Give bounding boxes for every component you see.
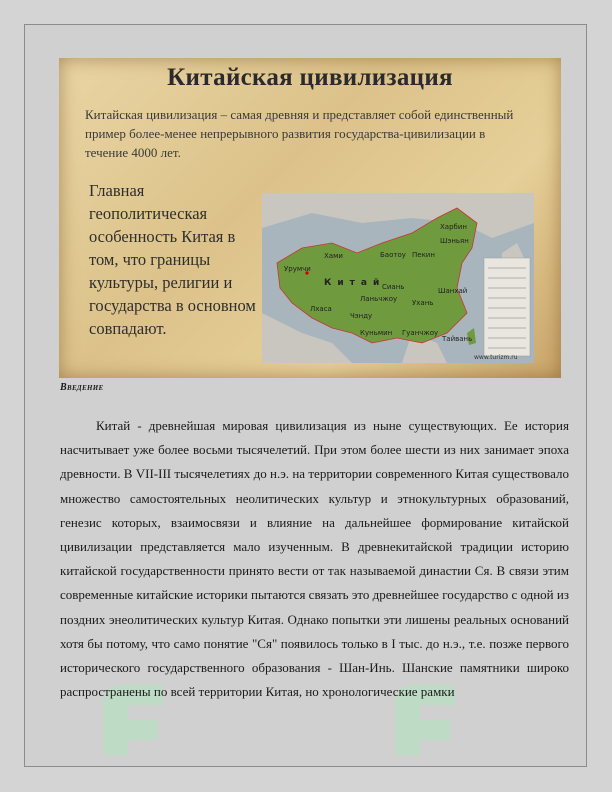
- slide-side-text: Главная геополитическая особенность Китая в том, что границы культуры, религии и государства в основном совпадают.: [89, 181, 256, 338]
- map-city-label: Ланьчжоу: [360, 295, 398, 303]
- map-city-label: Тайвань: [442, 335, 473, 343]
- document-page: [24, 24, 587, 767]
- map-url: www.turizm.ru: [474, 354, 518, 361]
- slide-subtitle: Китайская цивилизация – самая древняя и представляет собой единственный пример более-менее непрерывного развития государства-цивилизации в течение 4000 лет.: [85, 107, 514, 160]
- map-city-label: Ухань: [412, 299, 434, 307]
- map-city-label: Шанхай: [438, 287, 468, 295]
- map-country-label: Китай: [324, 278, 386, 288]
- map-city-label: Лхаса: [310, 305, 332, 313]
- map-city-label: Хами: [324, 252, 343, 260]
- map-city-label: Баотоу: [380, 251, 406, 259]
- china-map: [262, 193, 534, 363]
- map-city-label: Шэньян: [440, 237, 469, 245]
- slide-image: [59, 58, 561, 378]
- body-paragraph: Китай - древнейшая мировая цивилизация из ныне существующих. Ее история насчитывает уже более восьми тысячелетий. При этом более шести из них занимает эпоха древности. В VII-III тысячелетиях до н.э. на территории современного Китая существовало множество самостоятельных неолитических культур и этнокультурных образований, генезис которых, взаимосвязи и влияние на дальнейшее формирование китайской цивилизации представляется мало изученным. В древнекитайской традиции историю китайской государственности принято вести от так называемой династии Ся. В связи этим современные китайские историки пытаются связать это древнейшее государство с одной из поздних энеолитических культур Китая. Однако попытки эти лишены реальных оснований хотя бы потому, что само понятие "Ся" появилось только в I тыс. до н.э., т.е. позже первого исторического государственного образования - Шан-Инь. Шанские памятники широко распространены по всей территории Китая, но хронологические рамки: [60, 418, 569, 700]
- map-city-label: Пекин: [412, 251, 435, 259]
- map-city-label: Гуанчжоу: [402, 329, 439, 337]
- slide-title: Китайская цивилизация: [167, 64, 453, 91]
- map-city-label: Сиань: [382, 283, 405, 291]
- section-heading: Введение: [60, 382, 104, 393]
- map-city-label: Урумчи: [284, 265, 311, 273]
- map-city-label: Харбин: [440, 223, 467, 231]
- map-city-label: Куньмин: [360, 329, 393, 337]
- map-city-label: Чэнду: [350, 312, 373, 320]
